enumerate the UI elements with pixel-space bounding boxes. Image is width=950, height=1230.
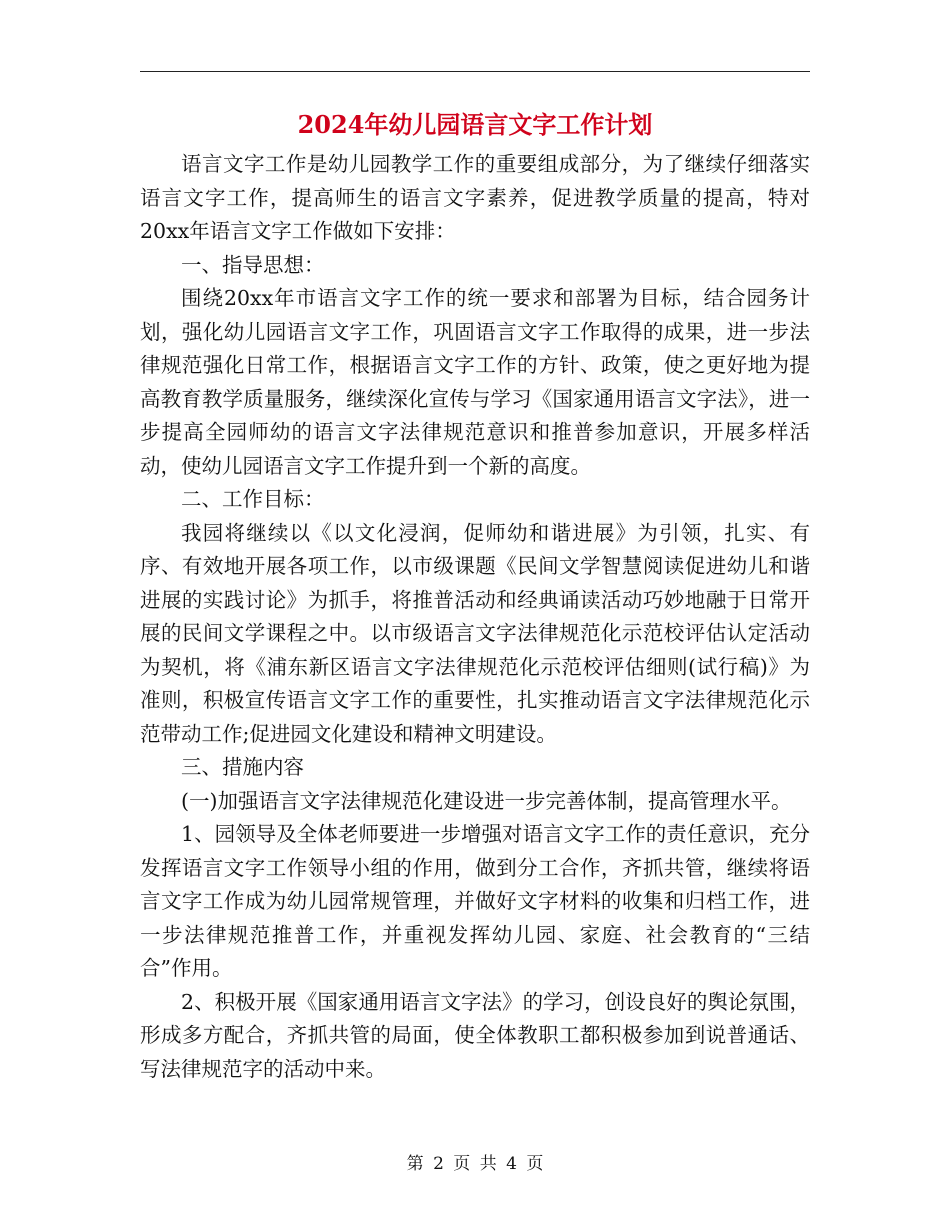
document-body: [140, 148, 810, 1086]
guiding-thought-paragraph: 围绕20xx年市语言文字工作的统一要求和部署为目标，结合园务计划，强化幼儿园语言文字工作，巩固语言文字工作取得的成果，进一步法律规范强化日常工作，根据语言文字工作的方针、政策，使之更好地为提高教育教学质量服务，继续深化宣传与学习《国家通用语言文字法》，进一步提高全园师幼的语言文字法律规范意识和推普参加意识，开展多样活动，使幼儿园语言文字工作提升到一个新的高度。: [140, 286, 810, 478]
section-heading-work-goals: 二、工作目标：: [181, 487, 325, 511]
document-title: 2024年幼儿园语言文字工作计划: [297, 110, 653, 139]
measure-item-1: 1、园领导及全体老师要进一步增强对语言文字工作的责任意识，充分发挥语言文字工作领导小组的作用，做到分工合作，齐抓共管，继续将语言文字工作成为幼儿园常规管理，并做好文字材料的收集和归档工作，进一步法律规范推普工作，并重视发挥幼儿园、家庭、社会教育的“三结合”作用。: [140, 822, 810, 980]
header-rule: [140, 71, 810, 72]
page-number-footer: 第 2 页 共 4 页: [406, 1154, 544, 1174]
measure-subheading-1: (一)加强语言文字法律规范化建设进一步完善体制，提高管理水平。: [181, 788, 792, 813]
measure-item-2: 2、积极开展《国家通用语言文字法》的学习，创设良好的舆论氛围，形成多方配合，齐抓共管的局面，使全体教职工都积极参加到说普通话、写法律规范字的活动中来。: [140, 989, 810, 1081]
work-goals-paragraph: 我园将继续以《以文化浸润，促师幼和谐进展》为引领，扎实、有序、有效地开展各项工作，以市级课题《民间文学智慧阅读促进幼儿和谐进展的实践讨论》为抓手，将推普活动和经典诵读活动巧妙地融于日常开展的民间文学课程之中。以市级语言文字法律规范化示范校评估认定活动为契机，将《浦东新区语言文字法律规范化示范校评估细则(试行稿)》为准则，积极宣传语言文字工作的重要性，扎实推动语言文字法律规范化示范带动工作;促进园文化建设和精神文明建设。: [140, 520, 810, 746]
intro-paragraph: 语言文字工作是幼儿园教学工作的重要组成部分，为了继续仔细落实语言文字工作，提高师生的语言文字素养，促进教学质量的提高，特对20xx年语言文字工作做如下安排：: [140, 152, 810, 243]
section-heading-guiding-thought: 一、指导思想：: [181, 252, 325, 277]
section-heading-measures: 三、措施内容: [181, 755, 304, 779]
